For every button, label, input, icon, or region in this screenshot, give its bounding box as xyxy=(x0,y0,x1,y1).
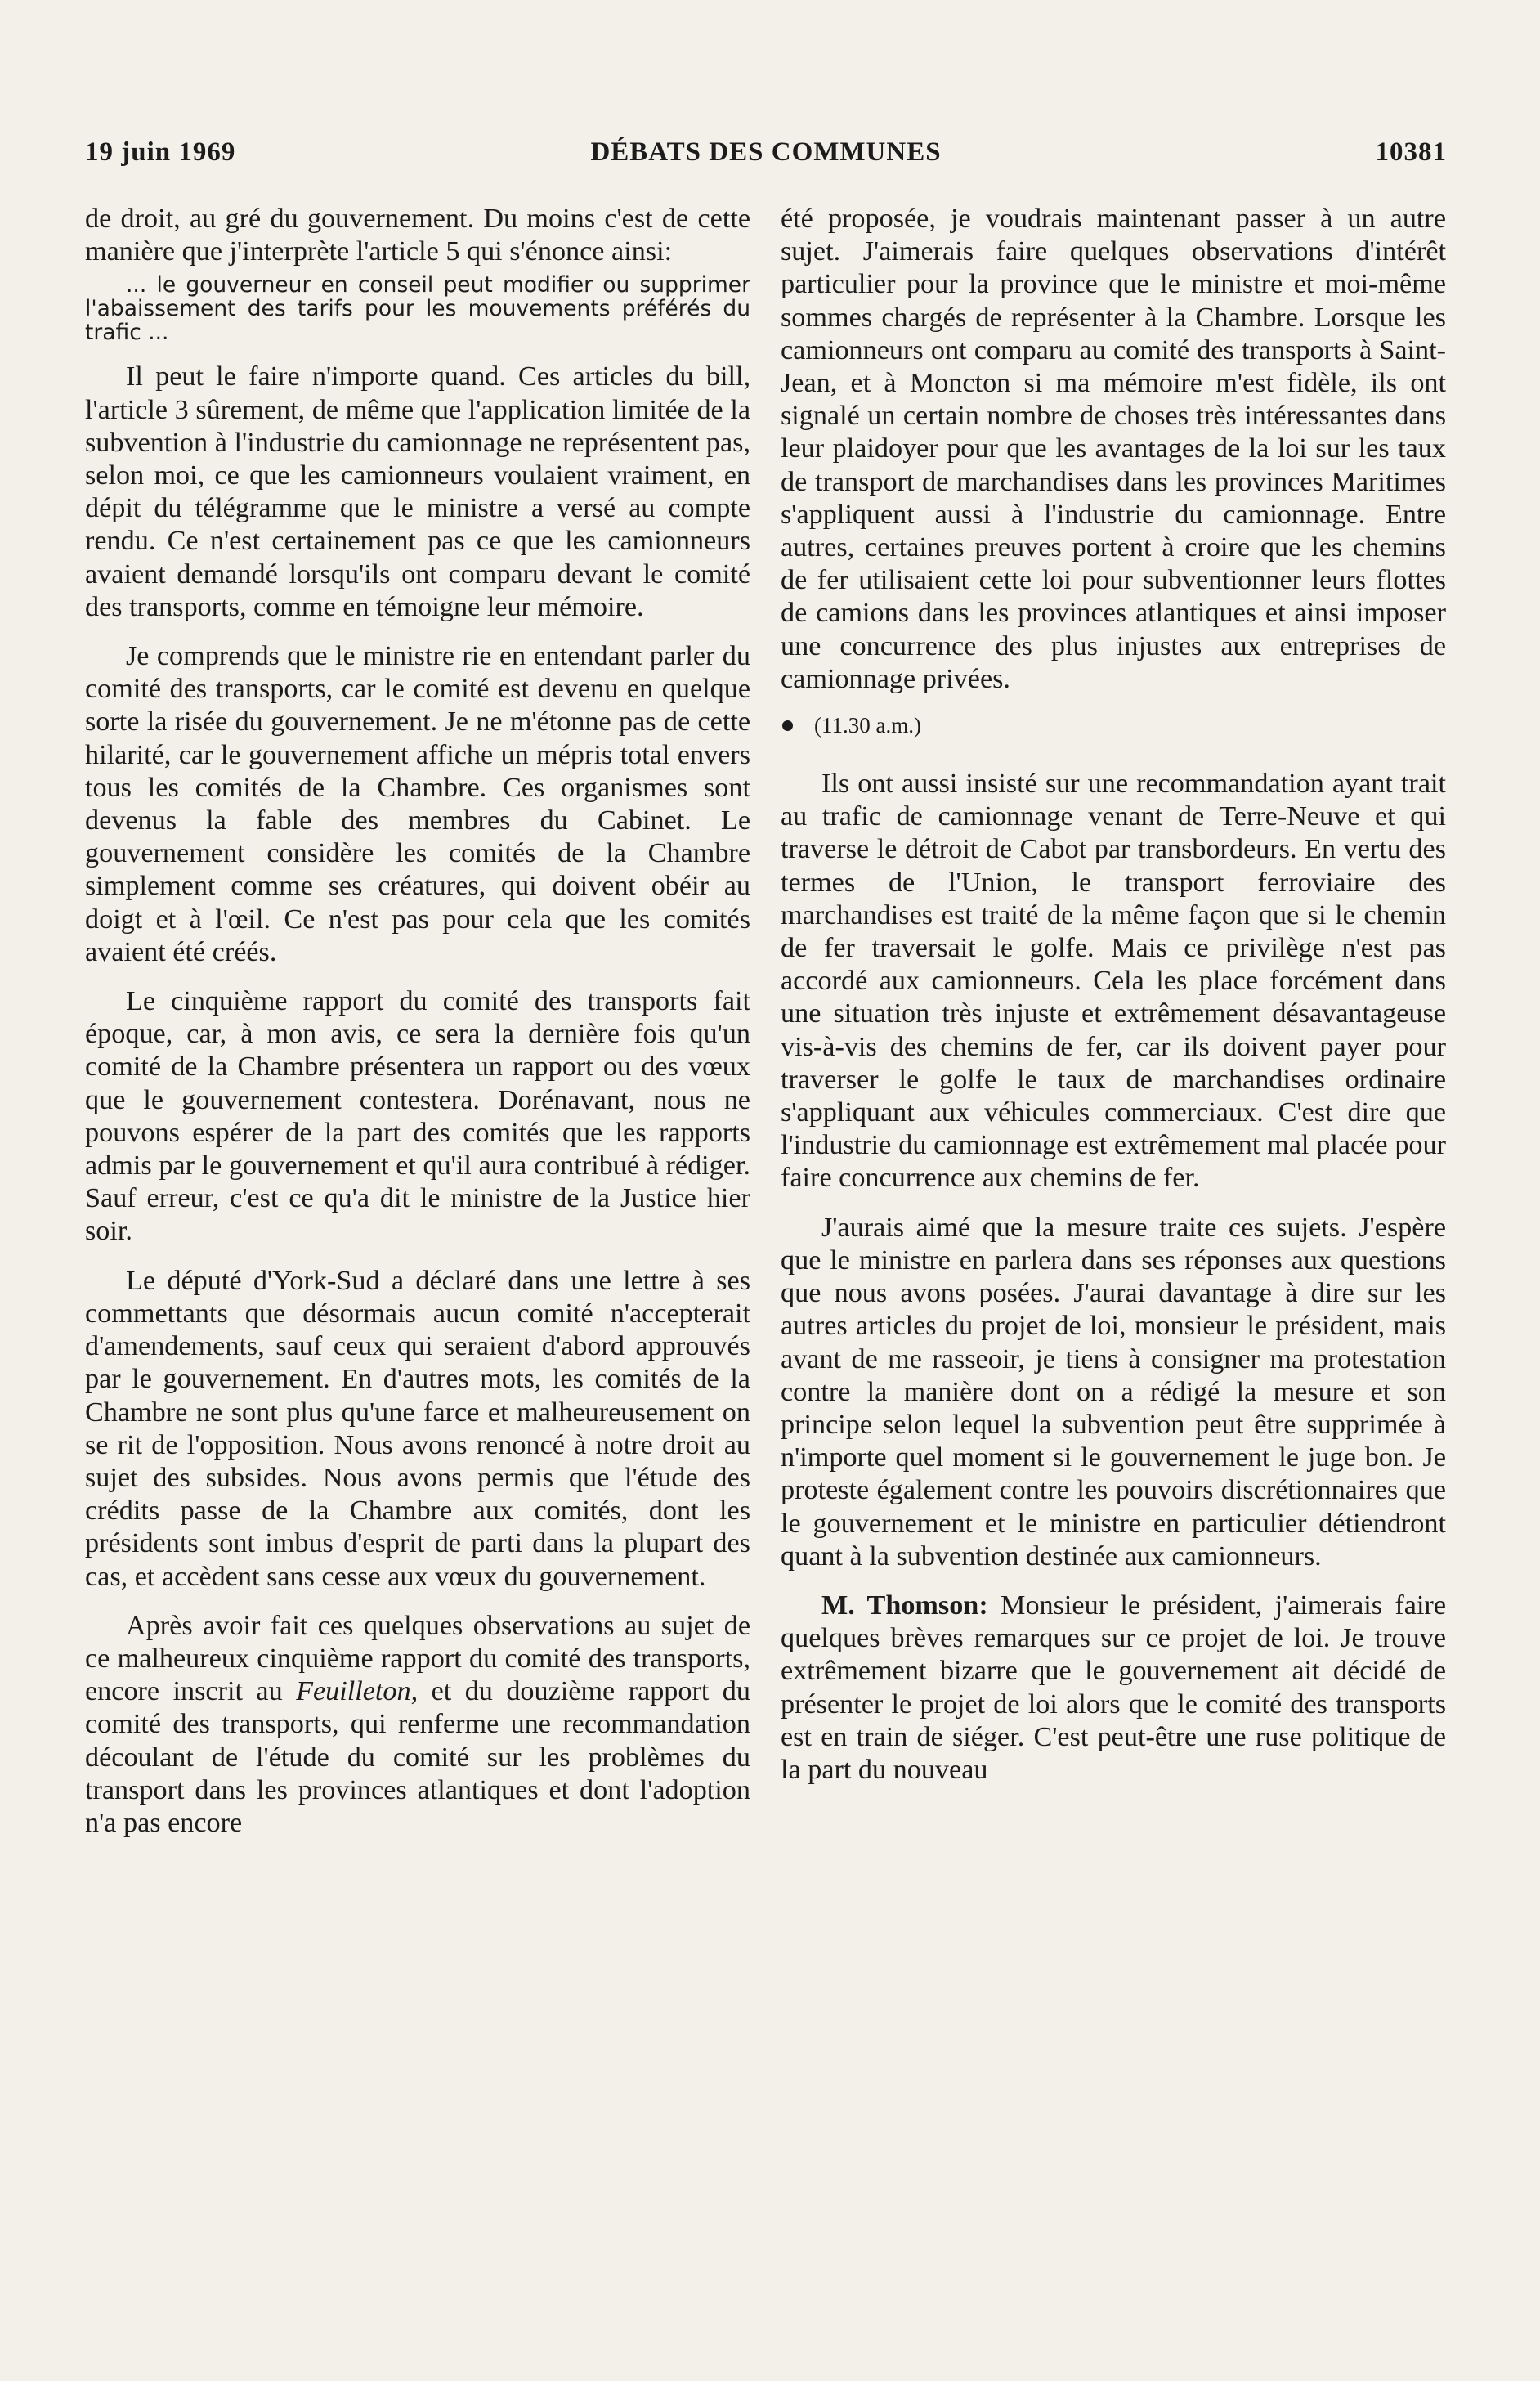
paragraph: Je comprends que le ministre rie en entendant parler du comité des transports, car le comité est devenu en quelque sorte la risée du gouvernement. Je ne m'étonne pas de cette hilarité, car le gouvernement affiche un mépris total envers tous les comités de la Chambre. Ces organismes sont devenus la fable des membres du Cabinet. Le gouvernement considère les comités de la Chambre simplement comme ses créatures, qui doivent obéir au doigt et à l'œil. Ce n'est pas pour cela que les comités avaient été créés. xyxy=(85,641,750,967)
paragraph: de droit, au gré du gouvernement. Du moins c'est de cette manière que j'interprète l'article 5 qui s'énonce ainsi: xyxy=(85,204,750,267)
speaker-name: M. Thomson: xyxy=(821,1590,988,1621)
block-quote: ... le gouverneur en conseil peut modifier ou supprimer l'abaissement des tarifs pour les mouvements préférés du trafic ... xyxy=(85,272,750,346)
paragraph-text: Après avoir fait ces quelques observations au sujet de ce malheureux cinquième rapport du comité des transports, encore inscrit au xyxy=(85,1610,750,1707)
paragraph: J'aurais aimé que la mesure traite ces sujets. J'espère que le ministre en parlera dans ses réponses aux questions que nous avons posées. J'aurai davantage à dire sur les autres articles du projet de loi, monsieur le président, mais avant de me rasseoir, je tiens à consigner ma protestation contre la manière dont on a rédigé la mesure et son principe selon lequel la subvention peut être supprimée à n'importe quel moment si le gouvernement le juge bon. Je proteste également contre les pouvoirs discrétionnaires que le gouvernement et le ministre en particulier détiendront quant à la subvention destinée aux camionneurs. xyxy=(781,1212,1446,1572)
right-column xyxy=(781,203,1446,1803)
paragraph xyxy=(85,1610,750,1840)
paragraph: Le cinquième rapport du comité des transports fait époque, car, à mon avis, ce sera la dernière fois qu'un comité de la Chambre présentera un rapport ou des vœux que le gouvernement contestera. Dorénavant, nous ne pouvons espérer de la part des comités que les rapports admis par le gouvernement et qu'il aura contribué à rédiger. Sauf erreur, c'est ce qu'a dit le ministre de la Justice hier soir. xyxy=(85,986,750,1247)
header-page-number: 10381 xyxy=(1375,137,1447,167)
paragraph xyxy=(781,1590,1446,1787)
paragraph: Le député d'York-Sud a déclaré dans une lettre à ses commettants que désormais aucun comité n'accepterait d'amendements, sauf ceux qui seraient d'abord approuvés par le gouvernement. En d'autres mots, les comités de la Chambre ne sont plus qu'une farce et malheureusement on se rit de l'opposition. Nous avons renoncé à notre droit au sujet des subsides. Nous avons permis que l'étude des crédits passe de la Chambre aux comités, dont les présidents sont imbus d'esprit de parti dans la plupart des cas, et accèdent sans cesse aux vœux du gouvernement. xyxy=(85,1265,750,1592)
paragraph: Ils ont aussi insisté sur une recommandation ayant trait au trafic de camionnage venant de Terre-Neuve et qui traverse le détroit de Cabot par transbordeurs. En vertu des termes de l'Union, le transport ferroviaire des marchandises est traité de la même façon que si le chemin de fer traversait le golfe. Mais ce privilège n'est pas accordé aux camionneurs. Cela les place forcément dans une situation très injuste et extrêmement désavantageuse vis-à-vis des chemins de fer, car ils doivent payer pour traverser le golfe le taux de marchandises ordinaire s'appliquant aux véhicules commerciaux. C'est dire que l'industrie du camionnage est extrêmement mal placée pour faire concurrence aux chemins de fer. xyxy=(781,769,1446,1194)
header-date: 19 juin 1969 xyxy=(85,137,236,167)
timestamp xyxy=(781,712,1446,738)
paragraph-text: et du douzième rapport du comité des transports, qui renferme une recommandation découlant de l'étude du comité sur les problèmes du transport dans les provinces atlantiques et dont l'adoption n'a pas encore xyxy=(85,1676,750,1838)
bullet-icon xyxy=(782,720,793,731)
paragraph-text: Monsieur le président, j'aimerais faire quelques brèves remarques sur ce projet de loi. Je trouve extrêmement bizarre que le gouvernement ait décidé de présenter le projet de loi alors que le comité des transports est en train de siéger. C'est peut-être une ruse politique de la part du nouveau xyxy=(781,1590,1446,1785)
paragraph: Il peut le faire n'importe quand. Ces articles du bill, l'article 3 sûrement, de même que l'application limitée de la subvention à l'industrie du camionnage ne représentent pas, selon moi, ce que les camionneurs voulaient vraiment, en dépit du télégramme que le ministre a versé au compte rendu. Ce n'est certainement pas ce que les camionneurs avaient demandé lorsqu'ils ont comparu devant le comité des transports, comme en témoigne leur mémoire. xyxy=(85,361,750,622)
paragraph: été proposée, je voudrais maintenant passer à un autre sujet. J'aimerais faire quelques observations d'intérêt particulier pour la province que le ministre et moi-même sommes chargés de représenter à la Chambre. Lorsque les camionneurs ont comparu au comité des transports à Saint-Jean, et à Moncton si ma mémoire m'est fidèle, ils ont signalé un certain nombre de choses très intéressantes dans leur plaidoyer pour que les avantages de la loi sur les taux de transport de marchandises dans les provinces Maritimes s'appliquent aussi à l'industrie du camionnage. Entre autres, certaines preuves portent à croire que les chemins de fer utilisaient cette loi pour subventionner leurs flottes de camions dans les provinces atlantiques et ainsi imposer une concurrence des plus injustes aux entreprises de camionnage privées. xyxy=(781,204,1446,694)
header-title: DÉBATS DES COMMUNES xyxy=(590,137,942,167)
italic-title: Feuilleton, xyxy=(296,1676,419,1707)
left-column xyxy=(85,203,750,1856)
timestamp-text: (11.30 a.m.) xyxy=(814,713,921,738)
